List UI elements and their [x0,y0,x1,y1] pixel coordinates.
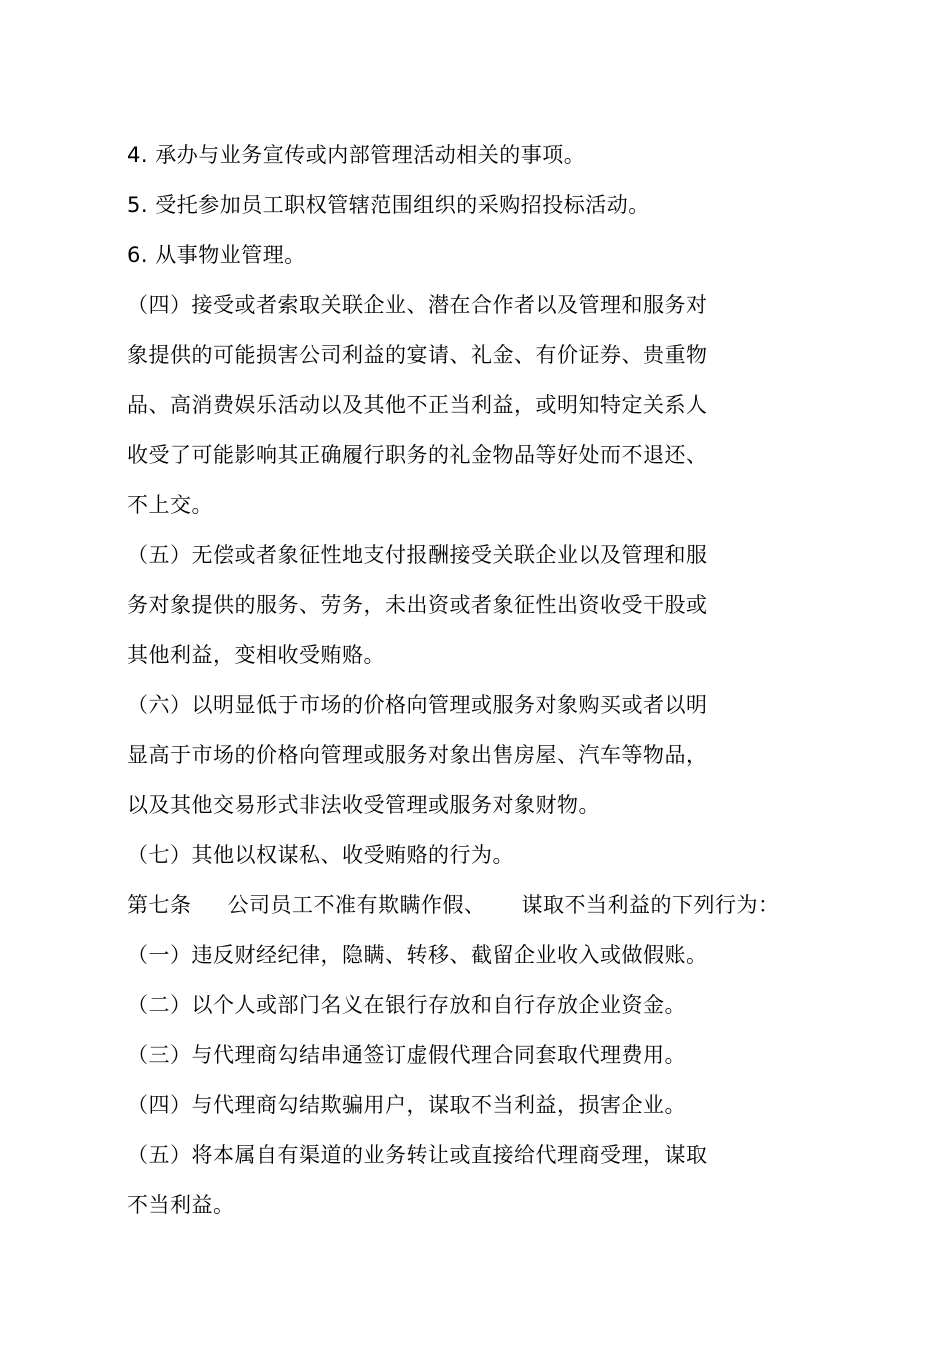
paragraph-7: （七）其他以权谋私、收受贿赂的行为。 [127,843,514,867]
article-7-item-2: （二）以个人或部门名义在银行存放和自行存放企业资金。 [127,993,686,1017]
paragraph-5-line-1: （五）无偿或者象征性地支付报酬接受关联企业以及管理和服 [127,543,708,567]
article-7-heading [127,891,827,919]
paragraph-6-line-3: 以及其他交易形式非法收受管理或服务对象财物。 [127,793,600,817]
article-7-item-5-line-2: 不当利益。 [127,1193,235,1217]
article-7-item-4: （四）与代理商勾结欺骗用户，谋取不当利益，损害企业。 [127,1093,686,1117]
item-4: 4. 承办与业务宣传或内部管理活动相关的事项。 [127,143,586,167]
article-7-item-3: （三）与代理商勾结串通签订虚假代理合同套取代理费用。 [127,1043,686,1067]
paragraph-4-line-1: （四）接受或者索取关联企业、潜在合作者以及管理和服务对 [127,293,708,317]
paragraph-6-line-1: （六）以明显低于市场的价格向管理或服务对象购买或者以明 [127,693,708,717]
paragraph-5-line-2: 务对象提供的服务、劳务，未出资或者象征性出资收受干股或 [127,593,708,617]
paragraph-4-line-4: 收受了可能影响其正确履行职务的礼金物品等好处而不退还、 [127,443,708,467]
item-5: 5. 受托参加员工职权管辖范围组织的采购招投标活动。 [127,193,650,217]
article-7-label: 第七条 [127,893,192,917]
article-7-item-1: （一）违反财经纪律，隐瞒、转移、截留企业收入或做假账。 [127,943,708,967]
article-7-part-1: 公司员工不准有欺瞒作假、 [227,893,486,917]
paragraph-6-line-2: 显高于市场的价格向管理或服务对象出售房屋、汽车等物品， [127,743,708,767]
article-7-item-5-line-1: （五）将本属自有渠道的业务转让或直接给代理商受理，谋取 [127,1143,708,1167]
paragraph-5-line-3: 其他利益，变相收受贿赂。 [127,643,385,667]
item-6: 6. 从事物业管理。 [127,243,306,267]
paragraph-4-line-3: 品、高消费娱乐活动以及其他不正当利益，或明知特定关系人 [127,393,708,417]
article-7-part-2: 谋取不当利益的下列行为： [521,893,780,917]
paragraph-4-line-2: 象提供的可能损害公司利益的宴请、礼金、有价证券、贵重物 [127,343,708,367]
paragraph-4-line-5: 不上交。 [127,493,213,517]
